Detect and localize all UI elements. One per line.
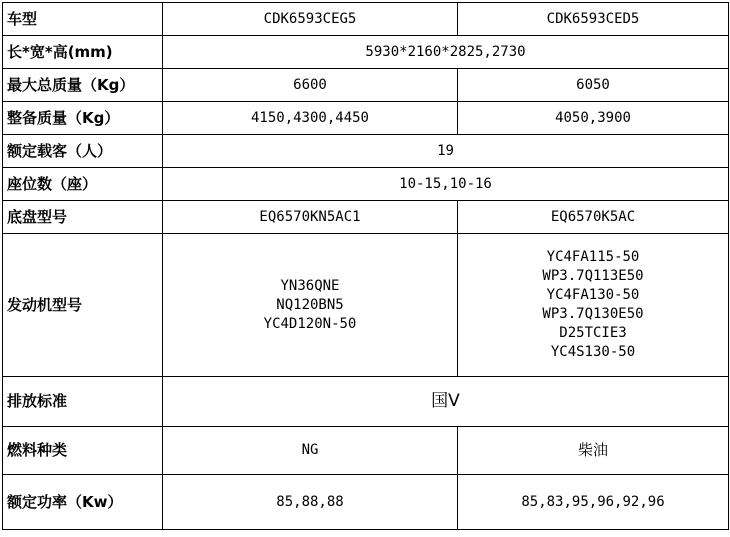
table-row bbox=[3, 201, 729, 234]
row-label-curb-mass: 整备质量（Kg） bbox=[3, 102, 163, 135]
row-label-engine: 发动机型号 bbox=[3, 234, 163, 377]
fuel-value-b: 柴油 bbox=[458, 427, 729, 475]
table-row bbox=[3, 36, 729, 69]
engine-a-line: YN36QNE bbox=[280, 277, 340, 294]
seats-value: 10-15,10-16 bbox=[163, 168, 729, 201]
power-value-a: 85,88,88 bbox=[163, 475, 458, 530]
passengers-value: 19 bbox=[163, 135, 729, 168]
table-row bbox=[3, 69, 729, 102]
table-row bbox=[3, 234, 729, 377]
row-label-power: 额定功率（Kw） bbox=[3, 475, 163, 530]
model-value-a: CDK6593CEG5 bbox=[163, 3, 458, 36]
row-label-fuel: 燃料种类 bbox=[3, 427, 163, 475]
row-label-passengers: 额定载客（人） bbox=[3, 135, 163, 168]
dims-value: 5930*2160*2825,2730 bbox=[163, 36, 729, 69]
engine-a-line: NQ120BN5 bbox=[276, 296, 344, 313]
emission-value: 国Ⅴ bbox=[163, 377, 729, 427]
table-row bbox=[3, 135, 729, 168]
row-label-seats: 座位数（座） bbox=[3, 168, 163, 201]
table-row bbox=[3, 168, 729, 201]
model-value-b: CDK6593CED5 bbox=[458, 3, 729, 36]
curb-mass-value-a: 4150,4300,4450 bbox=[163, 102, 458, 135]
engine-b-line: D25TCIE3 bbox=[559, 325, 627, 341]
row-label-chassis: 底盘型号 bbox=[3, 201, 163, 234]
table-row bbox=[3, 377, 729, 427]
row-label-dims: 长*宽*高(mm) bbox=[3, 36, 163, 69]
power-value-b: 85,83,95,96,92,96 bbox=[458, 475, 729, 530]
table-row bbox=[3, 3, 729, 36]
table-row bbox=[3, 427, 729, 475]
engine-value-a bbox=[163, 234, 458, 377]
engine-b-line: WP3.7Q113E50 bbox=[542, 268, 644, 284]
engine-a-line: YC4D120N-50 bbox=[263, 315, 357, 332]
chassis-value-a: EQ6570KN5AC1 bbox=[163, 201, 458, 234]
curb-mass-value-b: 4050,3900 bbox=[458, 102, 729, 135]
row-label-model: 车型 bbox=[3, 3, 163, 36]
table-row bbox=[3, 102, 729, 135]
row-label-max-mass: 最大总质量（Kg） bbox=[3, 69, 163, 102]
chassis-value-b: EQ6570K5AC bbox=[458, 201, 729, 234]
max-mass-value-a: 6600 bbox=[163, 69, 458, 102]
engine-b-line: WP3.7Q130E50 bbox=[542, 306, 644, 322]
engine-b-line: YC4FA115-50 bbox=[546, 249, 640, 265]
max-mass-value-b: 6050 bbox=[458, 69, 729, 102]
row-label-emission: 排放标准 bbox=[3, 377, 163, 427]
fuel-value-a: NG bbox=[163, 427, 458, 475]
engine-b-line: YC4FA130-50 bbox=[546, 287, 640, 303]
engine-b-line: YC4S130-50 bbox=[550, 344, 636, 360]
engine-value-b bbox=[458, 234, 729, 377]
table-row bbox=[3, 475, 729, 530]
spec-table bbox=[2, 2, 729, 530]
